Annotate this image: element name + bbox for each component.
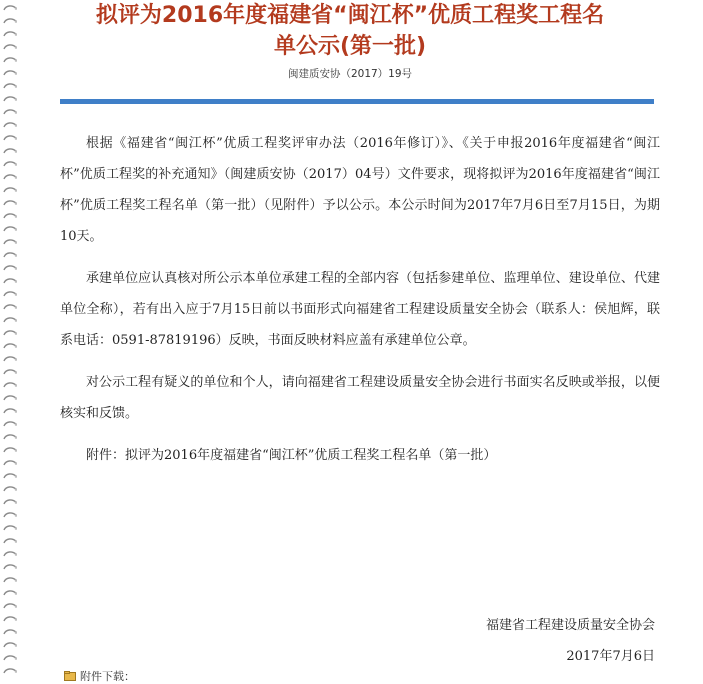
spiral-ring-icon bbox=[3, 277, 17, 285]
spiral-ring-icon bbox=[3, 303, 17, 311]
attachment-icon bbox=[64, 671, 76, 681]
spiral-ring-icon bbox=[3, 459, 17, 467]
spiral-ring-icon bbox=[3, 654, 17, 662]
signature-date: 2017年7月6日 bbox=[566, 649, 655, 664]
spiral-ring-icon bbox=[3, 485, 17, 493]
spiral-ring-icon bbox=[3, 121, 17, 129]
spiral-ring-icon bbox=[3, 602, 17, 610]
spiral-ring-icon bbox=[3, 251, 17, 259]
spiral-ring-icon bbox=[3, 355, 17, 363]
title-divider bbox=[60, 99, 654, 104]
spiral-ring-icon bbox=[3, 4, 17, 12]
spiral-ring-icon bbox=[3, 641, 17, 649]
spiral-ring-icon bbox=[3, 667, 17, 675]
spiral-ring-icon bbox=[3, 420, 17, 428]
spiral-ring-icon bbox=[3, 82, 17, 90]
paragraph-objection: 对公示工程有疑义的单位和个人，请向福建省工程建设质量安全协会进行书面实名反映或举报，以便核实和反馈。 bbox=[60, 375, 660, 421]
spiral-ring-icon bbox=[3, 615, 17, 623]
spiral-ring-icon bbox=[3, 17, 17, 25]
spiral-ring-icon bbox=[3, 550, 17, 558]
spiral-ring-icon bbox=[3, 563, 17, 571]
attachment-label[interactable]: 附件下载： bbox=[80, 670, 135, 683]
page-title-line-1: 拟评为2016年度福建省“闽江杯”优质工程奖工程名 bbox=[95, 3, 605, 28]
spiral-ring-icon bbox=[3, 212, 17, 220]
spiral-ring-icon bbox=[3, 30, 17, 38]
attachment-download-link[interactable] bbox=[64, 668, 135, 684]
spiral-ring-icon bbox=[3, 69, 17, 77]
spiral-ring-icon bbox=[3, 316, 17, 324]
spiral-ring-icon bbox=[3, 264, 17, 272]
paragraph-attachment: 附件：拟评为2016年度福建省“闽江杯”优质工程奖工程名单（第一批） bbox=[86, 448, 497, 463]
spiral-ring-icon bbox=[3, 186, 17, 194]
spiral-ring-icon bbox=[3, 407, 17, 415]
spiral-ring-icon bbox=[3, 199, 17, 207]
spiral-ring-icon bbox=[3, 524, 17, 532]
paragraph-basis: 根据《福建省“闽江杯”优质工程奖评审办法（2016年修订）》、《关于申报2016年度福建省“闽江杯”优质工程奖的补充通知》（闽建质安协（2017）04号）文件要求，现将拟评为2016年度福建省“闽江杯”优质工程奖工程名单（第一批）（见附件）予以公示。本公示时间为2017年7月6日至7月15日，为期10天。 bbox=[60, 136, 660, 244]
paragraph-verification: 承建单位应认真核对所公示本单位承建工程的全部内容（包括参建单位、监理单位、建设单位、代建单位全称），若有出入应于7月15日前以书面形式向福建省工程建设质量安全协会（联系人：侯旭辉，联系电话：0591-87819196）反映，书面反映材料应盖有承建单位公章。 bbox=[60, 271, 660, 348]
spiral-ring-icon bbox=[3, 394, 17, 402]
spiral-ring-icon bbox=[3, 511, 17, 519]
spiral-ring-icon bbox=[3, 628, 17, 636]
spiral-ring-icon bbox=[3, 290, 17, 298]
spiral-ring-icon bbox=[3, 576, 17, 584]
spiral-ring-icon bbox=[3, 368, 17, 376]
spiral-ring-icon bbox=[3, 43, 17, 51]
spiral-ring-icon bbox=[3, 95, 17, 103]
spiral-ring-icon bbox=[3, 173, 17, 181]
spiral-ring-icon bbox=[3, 342, 17, 350]
spiral-ring-icon bbox=[3, 537, 17, 545]
notice-body bbox=[60, 128, 660, 482]
spiral-ring-icon bbox=[3, 108, 17, 116]
document-number: 闽建质安协（2017）19号 bbox=[287, 68, 413, 80]
spiral-ring-icon bbox=[3, 446, 17, 454]
spiral-ring-icon bbox=[3, 238, 17, 246]
spiral-ring-icon bbox=[3, 589, 17, 597]
notebook-spiral-binding bbox=[0, 0, 22, 676]
spiral-ring-icon bbox=[3, 225, 17, 233]
spiral-ring-icon bbox=[3, 498, 17, 506]
page-title-line-2: 单公示(第一批) bbox=[273, 34, 427, 59]
spiral-ring-icon bbox=[3, 56, 17, 64]
spiral-ring-icon bbox=[3, 147, 17, 155]
spiral-ring-icon bbox=[3, 134, 17, 142]
spiral-ring-icon bbox=[3, 381, 17, 389]
spiral-ring-icon bbox=[3, 160, 17, 168]
spiral-ring-icon bbox=[3, 433, 17, 441]
spiral-ring-icon bbox=[3, 329, 17, 337]
signature-organization: 福建省工程建设质量安全协会 bbox=[485, 618, 655, 633]
signature-block bbox=[486, 610, 655, 672]
spiral-ring-icon bbox=[3, 472, 17, 480]
